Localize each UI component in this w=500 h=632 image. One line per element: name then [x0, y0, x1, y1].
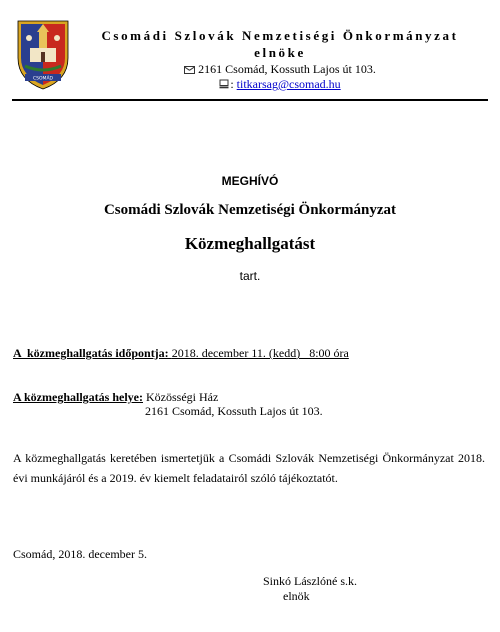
place-address: 2161 Csomád, Kossuth Lajos út 103.: [145, 404, 323, 418]
event-datetime: [13, 345, 349, 361]
header-address-line: [100, 62, 460, 77]
invitation-heading: MEGHÍVÓ: [221, 174, 279, 188]
header-address: 2161 Csomád, Kossuth Lajos út 103.: [198, 62, 376, 76]
signatory-name: Sinkó Lászlóné s.k.: [263, 574, 357, 588]
organization-name: Csomádi Szlovák Nemzetiségi Önkormányzat elnöke: [101, 28, 459, 60]
municipal-crest-logo: [15, 18, 71, 92]
computer-icon: [219, 79, 229, 89]
signatory-title: elnök: [283, 589, 310, 603]
crest-banner-text: CSOMÁD: [33, 76, 53, 82]
place-label: A közmeghallgatás helye:: [13, 390, 143, 404]
envelope-icon: [184, 66, 195, 74]
header-email-line: : titkarsag@csomad.hu: [100, 77, 460, 92]
header-divider: [12, 99, 488, 101]
signature-block: [263, 574, 357, 604]
datetime-label: A közmeghallgatás időpontja:: [13, 346, 172, 360]
body-paragraph: A közmeghallgatás keretében ismertetjük a Csomádi Szlovák Nemzetiségi Önkormányzat 2018. évi munkájáról és a 2019. év kiemelt feladatairól szóló tájékoztatót.: [13, 451, 485, 485]
datetime-value: 2018. december 11. (kedd) 8:00 óra: [171, 346, 349, 360]
email-link[interactable]: titkarsag@csomad.hu: [236, 77, 341, 91]
event-place: [13, 389, 218, 405]
event-title: Közmeghallgatást: [184, 234, 316, 253]
closing-place-date: Csomád, 2018. december 5.: [13, 547, 147, 561]
place-name: Közösségi Ház: [143, 390, 219, 404]
organizer-name: Csomádi Szlovák Nemzetiségi Önkormányzat: [103, 202, 397, 218]
event-verb: tart.: [239, 269, 261, 283]
